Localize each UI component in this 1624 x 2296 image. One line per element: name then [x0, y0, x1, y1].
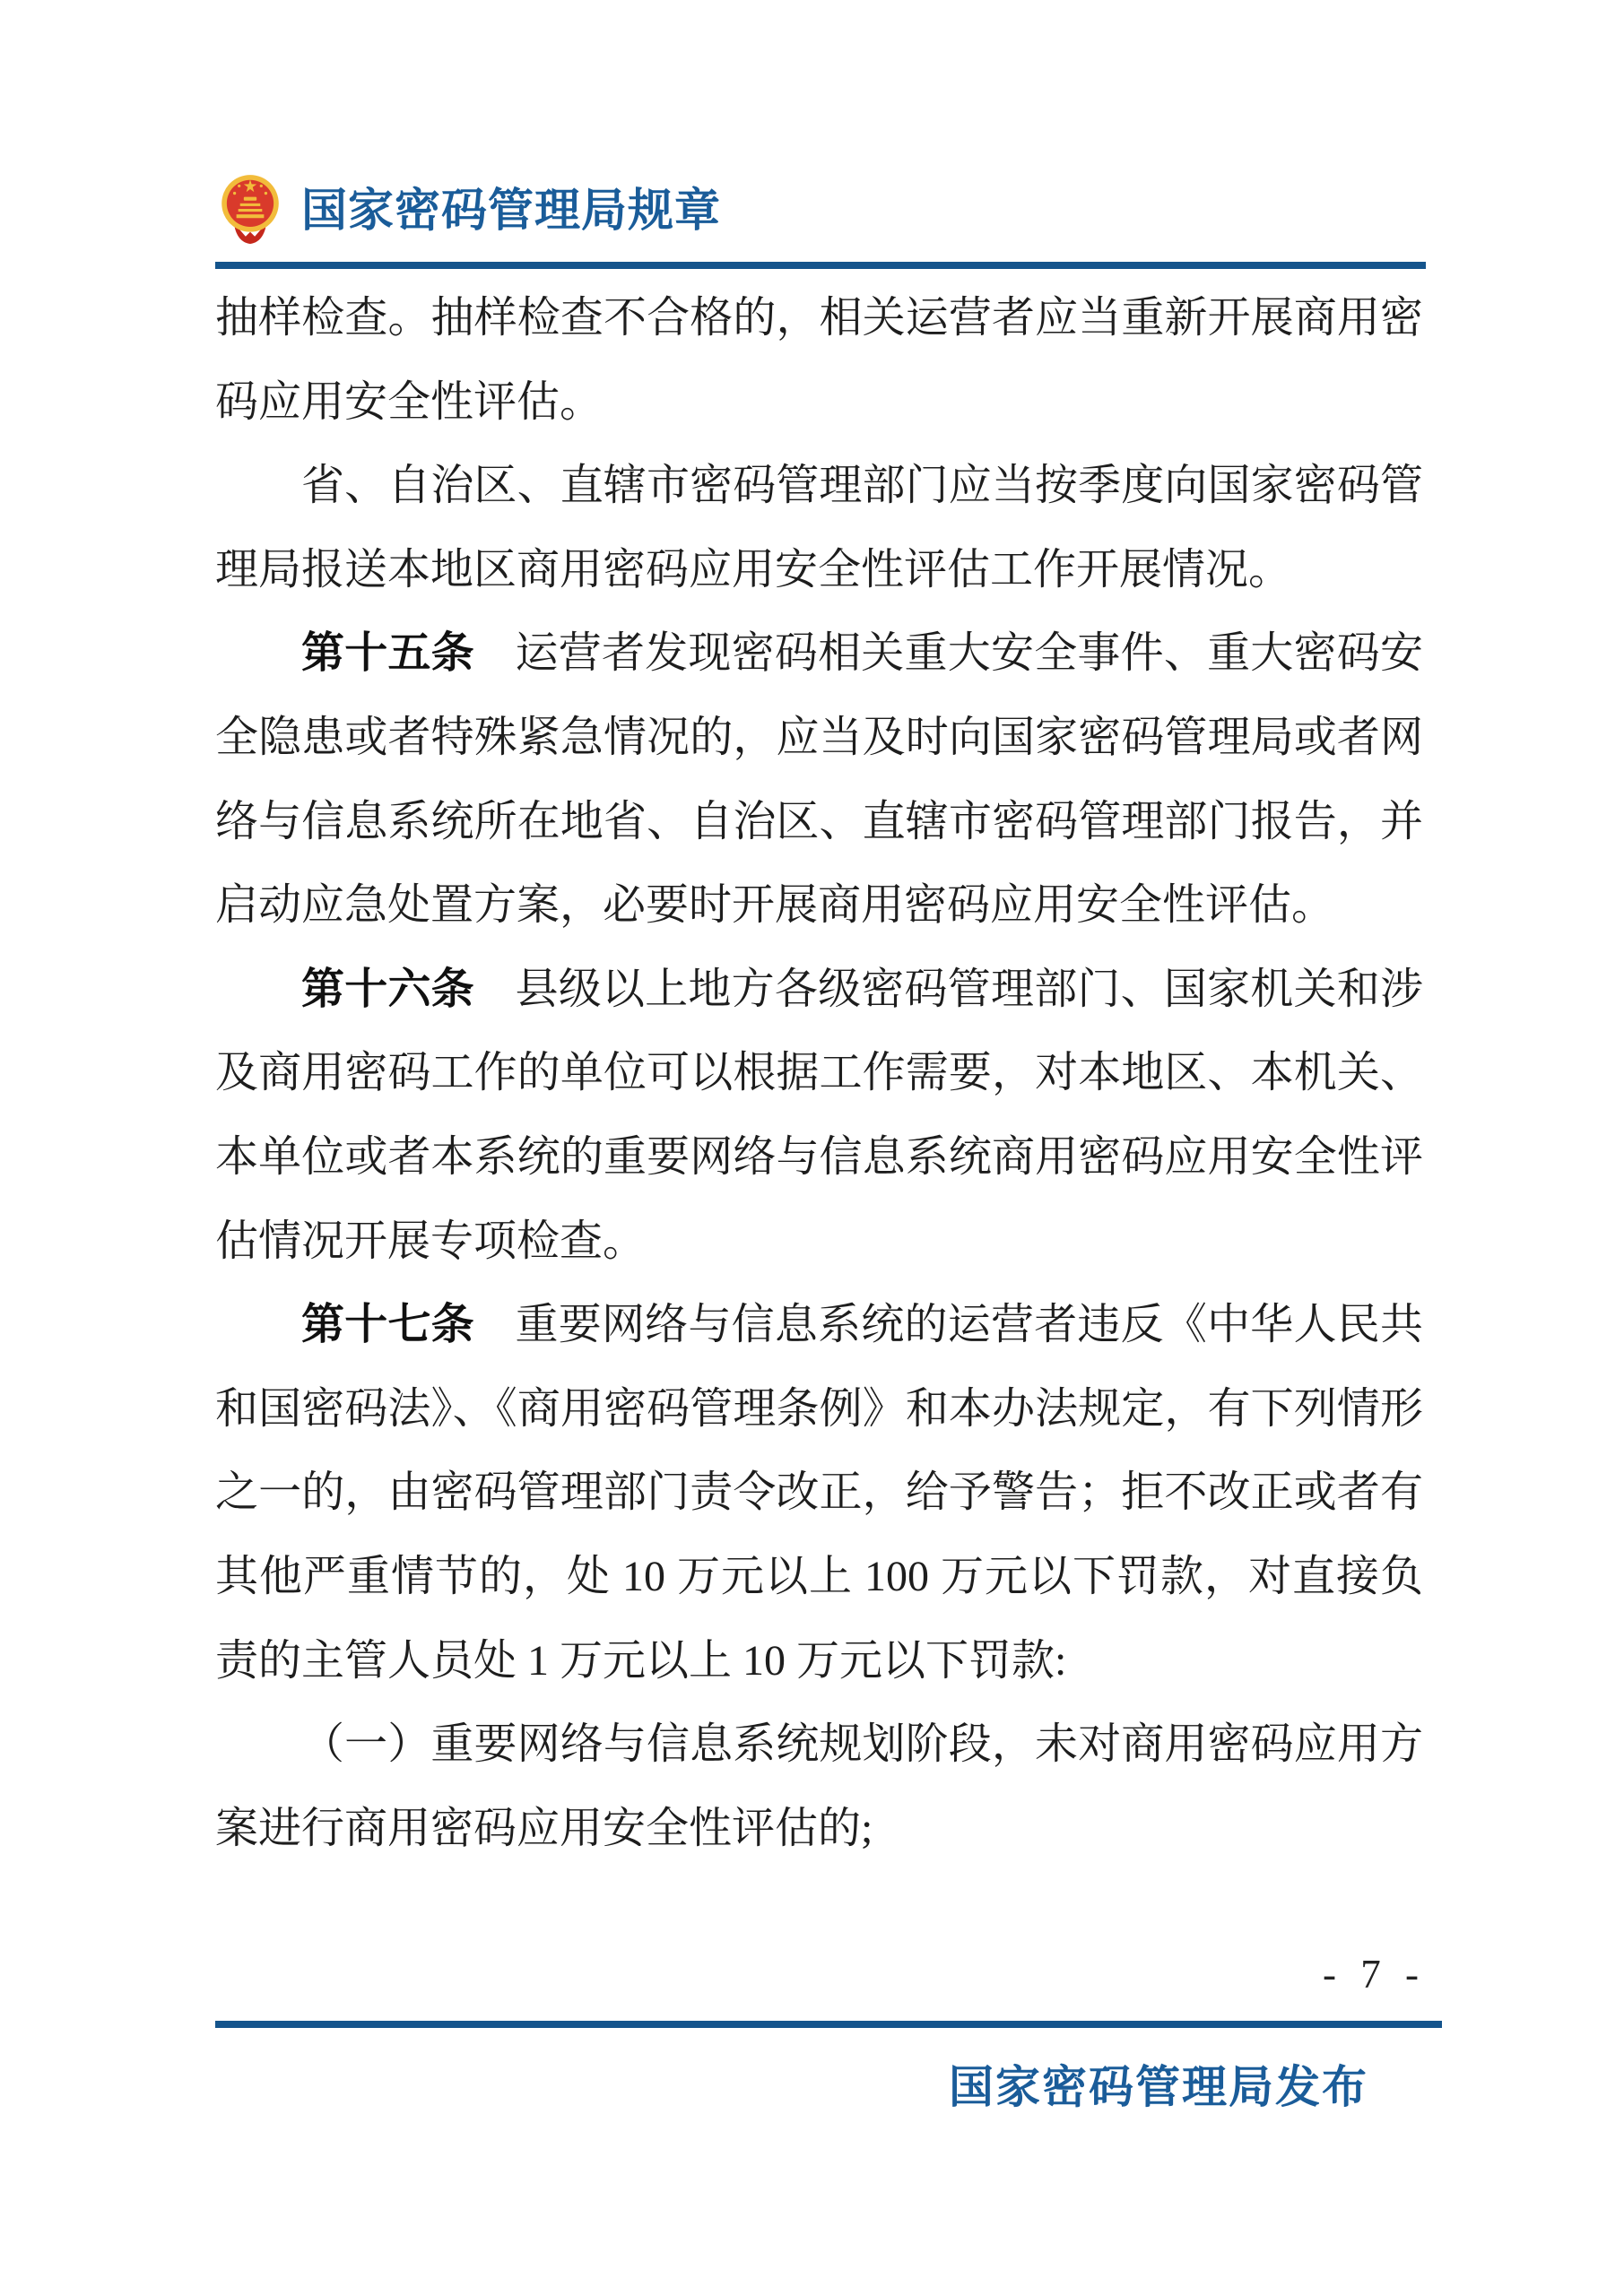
body-paragraph — [215, 611, 1423, 947]
body-paragraph — [215, 276, 1423, 444]
page-number: - 7 - — [1323, 1952, 1426, 1997]
paragraph-text: 县级以上地方各级密码管理部门、国家机关和涉及商用密码工作的单位可以根据工作需要，对本地区、本机关、本单位或者本系统的重要网络与信息系统商用密码应用安全性评估情况开展专项检查。 — [215, 965, 1423, 1265]
paragraph-text: （一）重要网络与信息系统规划阶段，未对商用密码应用方案进行商用密码应用安全性评估的; — [215, 1720, 1423, 1852]
article-number: 第十六条 — [301, 965, 474, 1013]
document-body — [215, 276, 1423, 1870]
header-rule — [215, 262, 1426, 269]
paragraph-text: 抽样检查。抽样检查不合格的，相关运营者应当重新开展商用密码应用安全性评估。 — [215, 294, 1423, 426]
body-paragraph — [215, 1703, 1423, 1870]
document-header — [221, 172, 721, 246]
article-number: 第十五条 — [301, 629, 474, 678]
footer-rule — [215, 2021, 1442, 2028]
body-paragraph — [215, 1283, 1423, 1703]
publisher-label: 国家密码管理局发布 — [949, 2062, 1368, 2112]
paragraph-text: 运营者发现密码相关重大安全事件、重大密码安全隐患或者特殊紧急情况的，应当及时向国家密码管理局或者网络与信息系统所在地省、自治区、直辖市密码管理部门报告，并启动应急处置方案，必要时开展商用密码应用安全性评估。 — [215, 629, 1423, 930]
paragraph-text: 省、自治区、直辖市密码管理部门应当按季度向国家密码管理局报送本地区商用密码应用安全性评估工作开展情况。 — [215, 462, 1423, 593]
article-number: 第十七条 — [301, 1301, 474, 1349]
national-emblem-icon — [221, 172, 280, 246]
paragraph-text: 重要网络与信息系统的运营者违反《中华人民共和国密码法》、《商用密码管理条例》和本办法规定，有下列情形之一的，由密码管理部门责令改正，给予警告；拒不改正或者有其他严重情节的，处 10 万元以上 100 万元以下罚款，对直接负责的主管人员处 1 万元以上 10 万元以下罚款: — [215, 1301, 1423, 1685]
body-paragraph — [215, 948, 1423, 1283]
page-title: 国家密码管理局规章 — [301, 186, 722, 237]
body-paragraph — [215, 444, 1423, 611]
